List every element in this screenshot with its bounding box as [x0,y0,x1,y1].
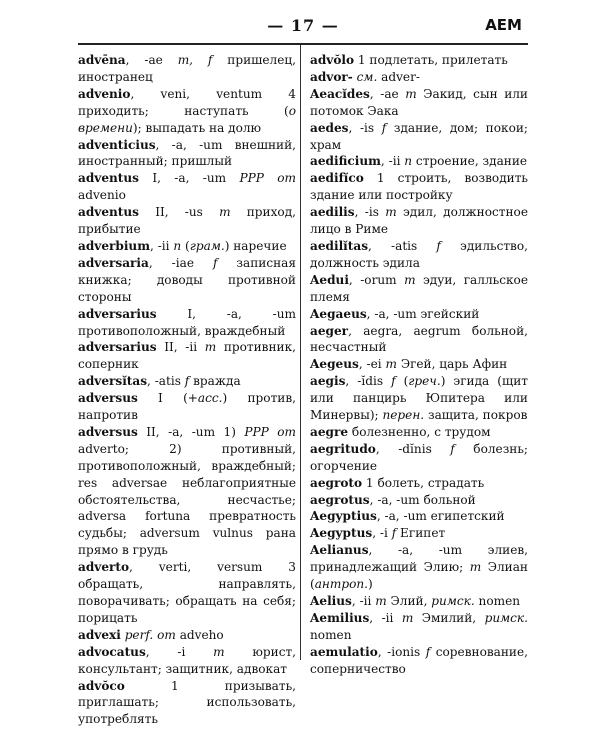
headword: adversus [78,391,138,406]
definition-text: , -ionis [377,644,426,659]
dictionary-entry [310,356,528,373]
grammar-label: римск. [431,594,475,608]
definition-text: II, -us [139,205,220,220]
dictionary-entry [78,627,296,644]
grammar-label: f [436,238,441,253]
definition-text: advenio [78,188,126,203]
headword: aeger [310,323,349,338]
definition-text: , -atis [147,374,185,389]
headword: aedilis [310,205,355,220]
definition-text: I, -a, -um противоположный, враждебный [78,306,296,338]
dictionary-entry [310,120,528,154]
definition-text: II, -a, -um 1) [137,424,245,439]
definition-text: , -i [145,644,214,659]
grammar-label: грам. [189,238,225,253]
headword: aedificium [310,154,381,169]
grammar-label: m [385,357,397,372]
dictionary-entry [78,255,296,306]
headword: Aegeus [310,357,359,372]
dictionary-entry [310,441,528,475]
dictionary-entry [310,306,528,323]
definition-text: Эмилий, [413,610,485,625]
definition-text: , -ii [351,594,376,608]
definition-text: эдильство, должность эдила [310,238,528,270]
grammar-label: m [385,205,397,220]
headword: advocatus [78,644,146,659]
dictionary-entry [310,542,528,593]
dictionary-entry [310,610,528,644]
dictionary-entry [78,86,296,137]
headword: Aelianus [310,543,369,558]
grammar-label: f [391,374,396,389]
grammar-label: m [204,340,217,355]
dictionary-entry [310,373,528,424]
headword: adverbium [78,238,151,253]
headword: aegis [310,374,346,389]
page-number: — 17 — [267,16,339,35]
dictionary-entry [310,475,528,492]
definition-text: Элий, [386,594,432,608]
grammar-label: m [404,272,416,287]
headword: aedifĭco [310,171,364,186]
headword: adversus [78,424,138,439]
definition-text: приход, прибытие [78,205,296,237]
definition-text: , -ae [125,53,178,67]
definition-text: ); выпадать на долю [132,120,262,135]
dictionary-entry [310,323,528,357]
headword: advŏco [78,678,125,693]
definition-text: ( [395,374,409,389]
dictionary-entry [78,238,296,255]
definition-text: , -is [354,205,386,220]
definition-text: ) эгида (щит или панцирь Юпитера или Минервы); [310,374,528,423]
definition-text: II, -ii [156,340,205,355]
definition-text: защита, покров [424,408,528,423]
definition-text: соревнование, соперничество [310,644,528,676]
grammar-label: m [219,205,231,220]
headword: Aegaeus [310,306,367,321]
grammar-label: f [381,120,387,135]
grammar-label: acc. [197,391,223,406]
headword: Aedui [310,272,349,287]
definition-text: , verti, versum 3 обращать, направлять, поворачивать; обращать на себя; порицать [78,560,296,625]
grammar-label: n [404,154,413,169]
dictionary-entry [310,593,528,610]
dictionary-entry [310,272,528,306]
headword: Aegyptius [310,509,377,524]
definition-text: Эгей, царь Афин [396,357,508,372]
headword: aedilĭtas [310,238,369,253]
headword: aemulatio [310,644,378,659]
definition-text: , -a, -um внешний, иностранный; пришлый [78,137,296,169]
definition-text: adveho [175,627,224,642]
grammar-label: PPP от [239,171,296,186]
headword: aedes [310,120,349,135]
dictionary-entry [78,644,296,678]
definition-text: I (+ [137,391,198,406]
headword: adversarius [78,306,157,321]
dictionary-column-left [78,52,296,728]
dictionary-entry [78,204,296,238]
dictionary-entry [310,153,528,170]
dictionary-entry [310,508,528,525]
definition-text: 1 строить, возводить здание или постройку [310,171,528,203]
definition-text: , -ii [380,154,405,169]
dictionary-entry [310,170,528,204]
definition-text: болезнь; огорчение [310,441,529,473]
definition-text: , -atis [368,238,437,253]
definition-text: , -i [372,526,392,541]
definition-text: ( [181,238,190,253]
page-header [78,14,528,40]
definition-text: , -dĭnis [375,441,451,456]
definition-text: противник, соперник [78,340,296,372]
dictionary-entry [78,339,296,373]
dictionary-entry [310,69,528,86]
headword: aegritudo [310,441,376,456]
grammar-label: антроп. [314,577,369,592]
definition-text: nomen [474,594,521,608]
grammar-label: f [450,441,455,456]
dictionary-entry [310,238,528,272]
definition-text: , -is [348,120,382,135]
definition-text: 1 болеть, страдать [362,475,485,490]
dictionary-entry [78,52,296,86]
definition-text: записная книжка; доводы противной стороны [78,255,297,304]
definition-text: , -a, -um эгейский [366,306,480,321]
grammar-label: m, f [177,53,213,67]
dictionary-entry [78,306,296,340]
grammar-label: f [184,374,190,389]
definition-text: , aegra, aegrum больной, несчастный [310,323,528,355]
definition-text: здание, дом; покои; храм [310,120,528,152]
grammar-label: греч. [408,374,441,389]
dictionary-entry [78,390,296,424]
column-divider [300,45,301,660]
definition-text: ) наречие [224,238,287,253]
headword: adventus [78,205,139,220]
definition-text: 1 подлетать, прилетать [354,53,508,67]
headword: adventicius [78,137,156,152]
definition-text: , -a, -um больной [369,492,476,507]
definition-text: пришелец, иностранец [78,53,296,84]
definition-text: Египет [396,526,446,541]
dictionary-entry [310,644,528,678]
dictionary-entry [310,204,528,238]
grammar-label: f [425,644,431,659]
grammar-label: m [213,644,225,659]
grammar-label: римск. [484,610,528,625]
definition-text: nomen [310,627,352,642]
definition-text: , -ii [150,238,174,253]
headword: Aelius [310,594,352,608]
grammar-label: см. [356,69,378,84]
definition-text: , -a, -um египетский [376,509,505,524]
definition-text: , -iae [148,255,213,270]
definition-text: эдуи, галльское племя [310,272,528,304]
headword: adversarius [78,340,157,355]
headword: aegrotus [310,492,370,507]
headword: advenio [78,86,131,101]
definition-text: adver- [377,69,420,84]
dictionary-entry [78,170,296,204]
dictionary-entry [78,678,296,729]
dictionary-entry [78,373,296,390]
headword: aegre [310,424,349,439]
definition-text: , -ĭdis [345,374,392,389]
definition-text: , -ae [369,86,406,101]
dictionary-entry [310,86,528,120]
headword: advēna [78,53,126,67]
grammar-label: f [212,255,218,270]
headword: Aegyptus [310,526,373,541]
grammar-label: m [469,560,482,575]
definition-text: эдил, должностное лицо в Риме [310,205,528,237]
definition-text: , -a, -um элиев, принадлежащий Элию; [310,543,528,575]
dictionary-entry [78,424,296,559]
headword: aegroto [310,475,363,490]
definition-text: adverto; 2) противный, противоположный, враждебный; res adversae неблагоприятные обстоятельства, несчастье; adversa fortuna превратность судьбы; adversum vulnus рана прямо в грудь [78,441,296,558]
definition-text: строение, здание [412,154,528,169]
definition-text: , -ei [358,357,386,372]
dictionary-entry [310,492,528,509]
grammar-label: о времени [78,103,296,135]
headword: Aeacĭdes [310,86,370,101]
headword: adversĭtas [78,374,148,389]
running-head: AEM [485,16,522,34]
grammar-label: PPP от [244,424,296,439]
definition-text: , veni, ventum 4 приходить; наступать ( [78,86,296,118]
grammar-label: m [401,610,414,625]
definition-text: 1 призывать, приглашать; использовать, употреблять [78,678,296,727]
definition-text: болезненно, с трудом [348,424,491,439]
dictionary-entry [310,424,528,441]
headword: Aemilius [310,610,370,625]
grammar-label: m [375,594,387,608]
definition-text: ) против, напротив [78,391,296,423]
dictionary-entry [78,137,296,171]
definition-text: I, -a, -um [139,171,240,186]
grammar-label: perf. от [124,627,176,642]
definition-text: , -orum [348,272,405,287]
definition-text: ) [368,577,373,592]
dictionary-entry [310,52,528,69]
dictionary-entry [310,525,528,542]
headword: adversaria [78,255,149,270]
header-rule [78,43,528,45]
grammar-label: перен. [382,408,425,423]
definition-text: Элиан ( [310,560,528,592]
headword: advor- [310,69,353,84]
dictionary-entry [78,559,296,627]
headword: advexi [78,627,121,642]
definition-text: , -ii [369,610,402,625]
grammar-label: m [405,86,417,101]
grammar-label: n [173,238,182,253]
definition-text: Эакид, сын или потомок Эака [310,86,528,118]
dictionary-column-right [310,52,528,678]
headword: adventus [78,171,139,186]
grammar-label: f [391,526,397,541]
definition-text: юрист, консультант; защитник, адвокат [78,644,296,676]
headword: adverto [78,560,130,575]
definition-text: вражда [189,374,241,389]
headword: advŏlo [310,53,355,67]
